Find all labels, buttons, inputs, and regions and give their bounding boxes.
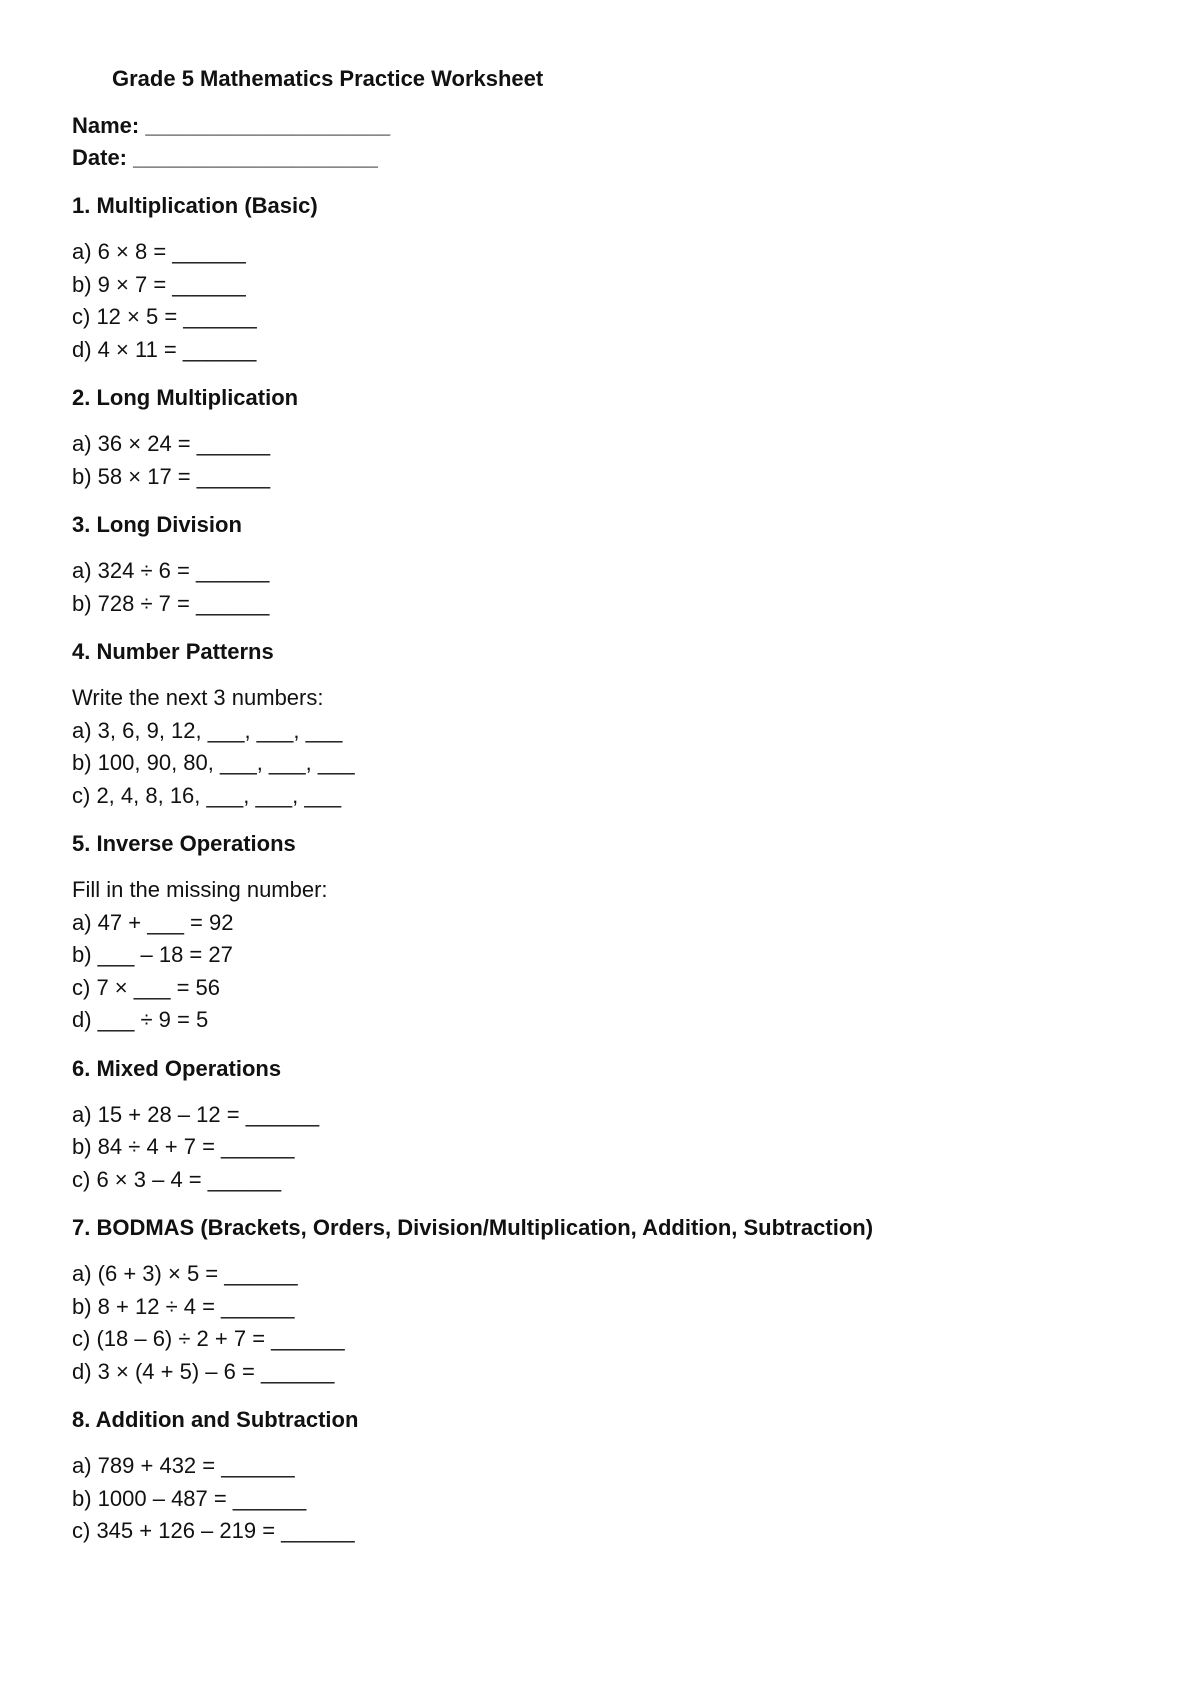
- question-list: [72, 1450, 1152, 1548]
- section-instruction: Fill in the missing number:: [72, 877, 328, 902]
- question-item[interactable]: c) (18 – 6) ÷ 2 + 7 = ______: [72, 1326, 345, 1351]
- section-bodmas: [72, 1212, 1152, 1388]
- question-item[interactable]: b) 58 × 17 = ______: [72, 463, 271, 489]
- question-item[interactable]: a) 3, 6, 9, 12, ___, ___, ___: [72, 717, 343, 743]
- section-title: 5. Inverse Operations: [72, 831, 296, 856]
- section-addition-subtraction: [72, 1404, 1152, 1548]
- question-item[interactable]: b) 84 ÷ 4 + 7 = ______: [72, 1134, 295, 1159]
- date-field[interactable]: Date: ____________________: [72, 145, 378, 170]
- question-item[interactable]: b) ___ – 18 = 27: [72, 942, 233, 967]
- question-item[interactable]: a) 15 + 28 – 12 = ______: [72, 1101, 320, 1127]
- section-title: 3. Long Division: [72, 512, 242, 537]
- question-item[interactable]: b) 8 + 12 ÷ 4 = ______: [72, 1293, 295, 1319]
- question-item[interactable]: b) 100, 90, 80, ___, ___, ___: [72, 750, 355, 775]
- question-item[interactable]: d) 3 × (4 + 5) – 6 = ______: [72, 1358, 335, 1384]
- question-list: [72, 236, 1152, 366]
- student-fields: [72, 110, 1152, 174]
- section-title: 4. Number Patterns: [72, 639, 274, 664]
- question-list: [72, 874, 1152, 1037]
- section-title: 2. Long Multiplication: [72, 385, 299, 410]
- section-title: 1. Multiplication (Basic): [72, 193, 318, 218]
- question-item[interactable]: a) 36 × 24 = ______: [72, 431, 271, 456]
- question-list: [72, 1099, 1152, 1197]
- question-item[interactable]: d) ___ ÷ 9 = 5: [72, 1007, 209, 1032]
- section-title: 7. BODMAS (Brackets, Orders, Division/Multiplication, Addition, Subtraction): [72, 1215, 874, 1240]
- section-number-patterns: [72, 636, 1152, 812]
- question-item[interactable]: a) 324 ÷ 6 = ______: [72, 558, 270, 583]
- question-item[interactable]: a) 789 + 432 = ______: [72, 1453, 295, 1478]
- section-title: 8. Addition and Subtraction: [72, 1407, 359, 1432]
- question-item[interactable]: d) 4 × 11 = ______: [72, 336, 257, 362]
- question-item[interactable]: c) 345 + 126 – 219 = ______: [72, 1518, 355, 1543]
- section-long-division: [72, 509, 1152, 620]
- section-mixed-operations: [72, 1053, 1152, 1197]
- question-item[interactable]: c) 7 × ___ = 56: [72, 974, 220, 1000]
- question-list: [72, 555, 1152, 620]
- name-field[interactable]: Name: ____________________: [72, 113, 391, 138]
- question-item[interactable]: a) 47 + ___ = 92: [72, 909, 234, 935]
- worksheet-title: Grade 5 Mathematics Practice Worksheet: [112, 66, 544, 91]
- question-item[interactable]: b) 1000 – 487 = ______: [72, 1485, 307, 1511]
- section-title: 6. Mixed Operations: [72, 1055, 282, 1081]
- section-instruction: Write the next 3 numbers:: [72, 685, 324, 710]
- question-item[interactable]: c) 6 × 3 – 4 = ______: [72, 1166, 282, 1192]
- section-long-multiplication: [72, 382, 1152, 493]
- section-multiplication-basic: [72, 190, 1152, 366]
- question-item[interactable]: c) 2, 4, 8, 16, ___, ___, ___: [72, 782, 342, 808]
- section-inverse-operations: [72, 828, 1152, 1037]
- question-list: [72, 428, 1152, 493]
- question-item[interactable]: c) 12 × 5 = ______: [72, 304, 257, 329]
- question-item[interactable]: b) 9 × 7 = ______: [72, 271, 246, 297]
- question-item[interactable]: a) (6 + 3) × 5 = ______: [72, 1261, 298, 1286]
- question-list: [72, 1258, 1152, 1388]
- worksheet-page: [72, 64, 1152, 1548]
- question-list: [72, 682, 1152, 812]
- question-item[interactable]: a) 6 × 8 = ______: [72, 239, 246, 264]
- question-item[interactable]: b) 728 ÷ 7 = ______: [72, 590, 270, 616]
